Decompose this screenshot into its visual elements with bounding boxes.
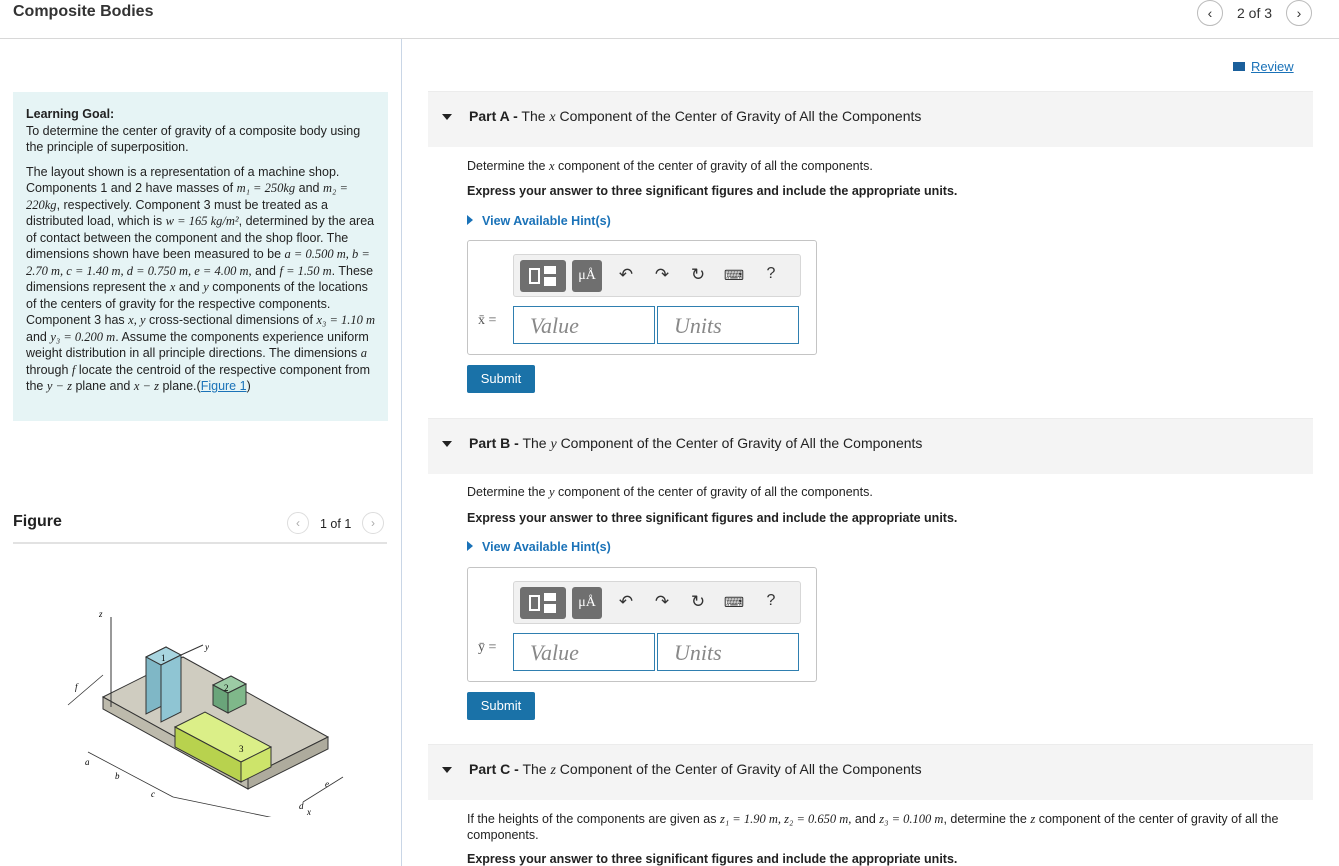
- expand-triangle-icon: [467, 541, 473, 551]
- figure-heading: Figure: [13, 513, 62, 530]
- part-a-answer-box: [467, 240, 817, 355]
- redo-icon[interactable]: ↷: [654, 592, 670, 611]
- dimensions: a = 0.500 m, b = 2.70 m, c = 1.40 m, d = 0.750 m, e = 4.00 m,: [26, 247, 370, 278]
- keyboard-icon[interactable]: ⌨: [723, 267, 745, 283]
- question-text: , determine the: [943, 812, 1027, 826]
- templates-icon: [544, 593, 556, 601]
- distributed-load: w = 165 kg/m²: [165, 214, 239, 228]
- title-text: The: [521, 108, 546, 124]
- part-b-hint-toggle[interactable]: [467, 540, 611, 554]
- part-a-submit-button[interactable]: Submit: [467, 365, 535, 393]
- axis-var: z: [1030, 812, 1036, 826]
- x-bar-label: x̄ =: [478, 313, 497, 328]
- problem-text: and: [178, 280, 200, 294]
- part-b-question: [467, 485, 873, 500]
- templates-icon: [544, 266, 556, 274]
- problem-text: and: [298, 181, 320, 195]
- axis-var: z: [550, 763, 556, 778]
- dim-d-label: d: [299, 801, 304, 811]
- problem-text: locate the centroid of the respective component from the: [26, 362, 370, 393]
- templates-button[interactable]: [520, 587, 566, 619]
- part-a-instruction: Express your answer to three significant figures and include the appropriate units.: [467, 184, 958, 198]
- axis-var: x: [549, 159, 555, 173]
- book-icon: [1233, 62, 1245, 71]
- hint-label: View Available Hint(s): [482, 540, 611, 554]
- templates-icon: [544, 277, 556, 286]
- component-2-label: 2: [224, 683, 229, 693]
- part-a-question: [467, 159, 873, 174]
- axis-var: y: [550, 437, 557, 452]
- units-input[interactable]: Units: [657, 633, 799, 671]
- dim-c-label: c: [151, 789, 155, 799]
- top-bar: [0, 0, 1339, 39]
- help-button[interactable]: ?: [766, 592, 776, 609]
- math-var: y: [203, 280, 209, 294]
- figure-link[interactable]: Figure 1: [200, 379, 247, 393]
- problem-text: through: [26, 362, 69, 377]
- problem-text: components of the locations of the centers of gravity for the respective components. Component 3 has: [26, 280, 368, 327]
- figure-image: [43, 557, 359, 817]
- undo-icon[interactable]: ↶: [618, 592, 634, 611]
- templates-icon: [529, 595, 540, 611]
- math-var: x, y: [128, 313, 146, 327]
- axis-var: x: [549, 110, 556, 125]
- dimension-line-x: [88, 752, 173, 797]
- component-1-label: 1: [161, 653, 166, 663]
- figure-counter: 1 of 1: [320, 517, 352, 531]
- part-c-header[interactable]: [428, 744, 1313, 800]
- chevron-right-icon: ›: [371, 516, 375, 530]
- problem-text: , determined by the area of contact between the component and the shop floor. The dimensions shown have been measured to be: [26, 214, 375, 261]
- component-3-label: 3: [239, 744, 244, 754]
- question-text: If the heights of the components are given as: [467, 812, 717, 826]
- part-a-title: [469, 108, 921, 126]
- hint-label: View Available Hint(s): [482, 214, 611, 228]
- part-c-title: [469, 761, 922, 779]
- templates-icon: [529, 268, 540, 284]
- expand-triangle-icon: [467, 215, 473, 225]
- problem-text: and: [26, 329, 47, 344]
- dim-e-label: e: [325, 779, 329, 789]
- value-input[interactable]: Value: [513, 633, 655, 671]
- learning-goal-box: [13, 92, 388, 421]
- y-bar-label: ȳ =: [478, 640, 497, 655]
- problem-text: cross-sectional dimensions of: [149, 313, 313, 327]
- y-axis-label: y: [205, 642, 209, 652]
- question-text: component of the center of gravity of all the components.: [558, 159, 873, 173]
- help-button[interactable]: ?: [766, 265, 776, 282]
- part-a-header[interactable]: [428, 91, 1313, 147]
- part-b-instruction: Express your answer to three significant figures and include the appropriate units.: [467, 511, 958, 525]
- y-axis: [181, 645, 203, 655]
- problem-text: . Assume the components experience uniform weight distribution in all principle directions. The dimensions: [26, 329, 369, 360]
- axis-var: y: [549, 485, 555, 499]
- prev-item-button[interactable]: [1197, 0, 1223, 26]
- chevron-right-icon: ›: [1296, 5, 1302, 21]
- dimension-x3: x₃ = 1.10 m: [316, 313, 376, 327]
- dim-f-label: f: [75, 682, 78, 692]
- question-text: and: [854, 812, 876, 826]
- mass-1: m₁ = 250kg: [236, 181, 296, 195]
- x-axis-label: x: [307, 807, 311, 817]
- title-text: The: [522, 761, 547, 777]
- chevron-left-icon: ‹: [296, 516, 300, 530]
- part-a-hint-toggle[interactable]: [467, 214, 611, 228]
- dimension-f: f = 1.50 m: [279, 263, 332, 278]
- chevron-left-icon: ‹: [1207, 5, 1213, 21]
- redo-icon[interactable]: ↷: [654, 265, 670, 284]
- collapse-triangle-icon: [442, 767, 452, 773]
- keyboard-icon[interactable]: ⌨: [723, 594, 745, 610]
- undo-icon[interactable]: ↶: [618, 265, 634, 284]
- title-text: The: [522, 435, 547, 451]
- math-var: a: [360, 346, 367, 360]
- collapse-triangle-icon: [442, 114, 452, 120]
- dimension-line-e: [303, 777, 343, 802]
- z-axis-label: z: [99, 609, 103, 619]
- question-text: Determine the: [467, 485, 546, 499]
- units-button[interactable]: μÅ: [572, 260, 602, 292]
- math-toolbar: [513, 581, 801, 624]
- height-values: z₁ = 1.90 m, z₂ = 0.650 m,: [719, 812, 852, 826]
- templates-button[interactable]: [520, 260, 566, 292]
- problem-text: and: [255, 263, 276, 278]
- problem-text: ): [246, 379, 251, 393]
- part-label: Part B -: [469, 435, 519, 451]
- review-label: Review: [1251, 59, 1294, 74]
- part-b-title: [469, 435, 922, 453]
- learning-goal-heading: Learning Goal:: [26, 107, 115, 121]
- problem-text: plane and: [75, 379, 131, 393]
- math-var: y − z: [46, 379, 72, 393]
- problem-text: The layout shown is a representation of a machine shop. Components 1 and 2 have masses of: [26, 164, 340, 195]
- figure-next-button[interactable]: [362, 512, 384, 534]
- dimension-y3: y₃ = 0.200 m: [50, 329, 116, 344]
- question-text: component of the center of gravity of all the components.: [558, 485, 873, 499]
- component-1-front: [161, 655, 181, 722]
- problem-text: , respectively. Component 3 must be treated as a distributed load, which is: [26, 197, 328, 228]
- problem-statement: [26, 164, 376, 395]
- mass-2: m₂ = 220kg: [26, 181, 348, 212]
- part-b-answer-box: [467, 567, 817, 682]
- figure-header: [13, 510, 387, 544]
- units-input[interactable]: Units: [657, 306, 799, 344]
- height-value: z₃ = 0.100 m: [879, 812, 944, 826]
- math-var: x: [169, 280, 176, 294]
- learning-goal-text: To determine the center of gravity of a composite body using the principle of superposition.: [26, 123, 361, 154]
- dim-b-label: b: [115, 771, 120, 781]
- problem-text: plane.(: [162, 379, 201, 393]
- part-b-submit-button[interactable]: Submit: [467, 692, 535, 720]
- item-counter: 2 of 3: [1237, 5, 1273, 21]
- math-var: f: [71, 362, 76, 377]
- part-c-question: [467, 811, 1317, 843]
- question-text: component of the center of gravity of all the components.: [467, 812, 1279, 842]
- part-label: Part A -: [469, 108, 518, 124]
- figure-prev-button[interactable]: [287, 512, 309, 534]
- dimension-line-f: [68, 675, 103, 705]
- title-text: Component of the Center of Gravity of All the Components: [559, 108, 922, 124]
- part-b-header[interactable]: [428, 418, 1313, 474]
- title-text: Component of the Center of Gravity of All the Components: [560, 435, 923, 451]
- value-input[interactable]: Value: [513, 306, 655, 344]
- part-label: Part C -: [469, 761, 519, 777]
- panel-divider: [401, 39, 402, 866]
- title-text: Component of the Center of Gravity of All the Components: [559, 761, 922, 777]
- collapse-triangle-icon: [442, 441, 452, 447]
- templates-icon: [544, 604, 556, 613]
- page-title: Composite Bodies: [13, 3, 154, 20]
- reset-icon[interactable]: ↻: [690, 265, 706, 284]
- part-c-instruction: Express your answer to three significant figures and include the appropriate units.: [467, 852, 958, 866]
- question-text: Determine the: [467, 159, 546, 173]
- dim-a-label: a: [85, 757, 90, 767]
- math-var: x − z: [133, 379, 159, 393]
- reset-icon[interactable]: ↻: [690, 592, 706, 611]
- units-button[interactable]: μÅ: [572, 587, 602, 619]
- math-toolbar: [513, 254, 801, 297]
- next-item-button[interactable]: [1286, 0, 1312, 26]
- x-axis: [173, 797, 308, 817]
- problem-text: . These dimensions represent the: [26, 263, 374, 294]
- review-link[interactable]: [1233, 59, 1294, 74]
